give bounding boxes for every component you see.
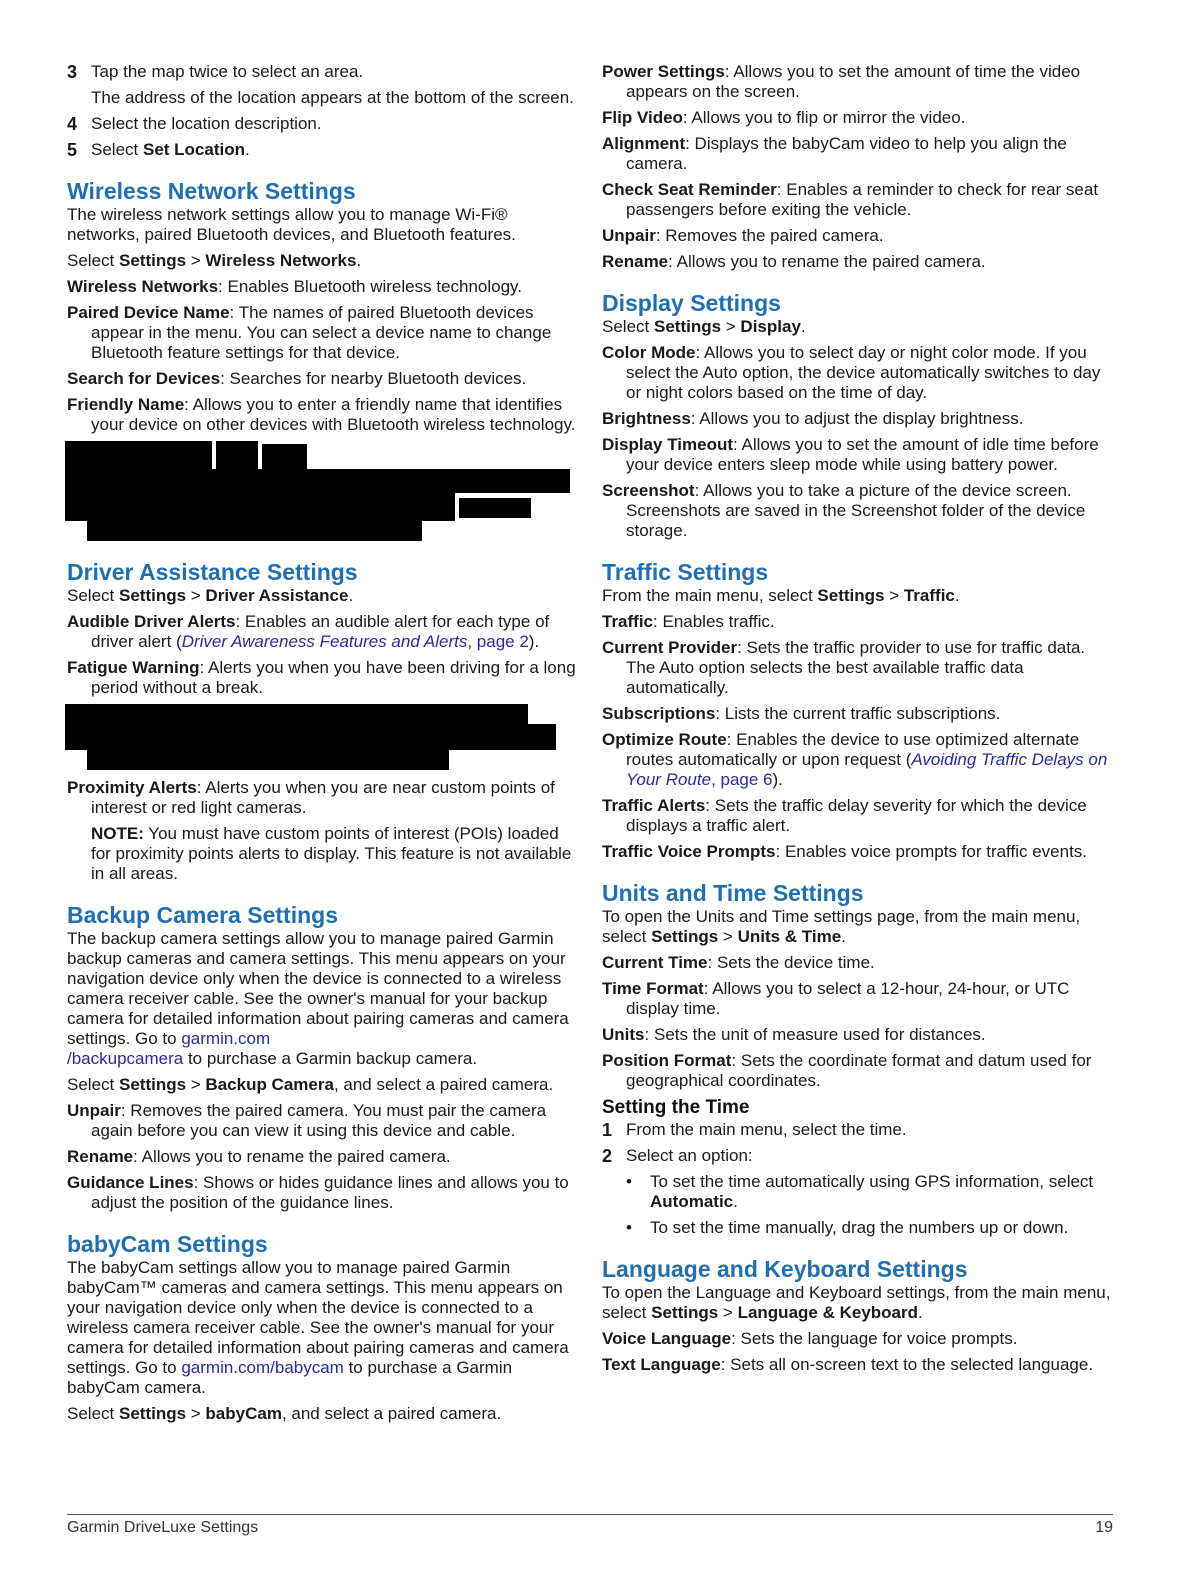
- time-step-2: 2 Select an option:: [602, 1146, 1116, 1166]
- definition-item: Power Settings: Allows you to set the amount of time the video appears on the screen.: [602, 62, 1081, 101]
- bullet-icon: •: [626, 1172, 632, 1191]
- bullet-icon: •: [626, 1218, 632, 1237]
- definition-item: Traffic: Enables traffic.: [602, 612, 775, 631]
- step-text: From the main menu, select the time.: [626, 1120, 907, 1139]
- step-result: The address of the location appears at the bottom of the screen.: [91, 88, 574, 107]
- definition-item: Current Provider: Sets the traffic provider to use for traffic data. The Auto option selects the best available traffic data automatically.: [602, 638, 1086, 697]
- definition-item: Traffic Alerts: Sets the traffic delay severity for which the device displays a traffic alert.: [602, 796, 1087, 835]
- right-column: [602, 62, 1116, 1381]
- time-step-1: 1 From the main menu, select the time.: [602, 1120, 1116, 1140]
- definition-item: Paired Device Name: The names of paired Bluetooth devices appear in the menu. You can select a device name to change Bluetooth feature settings for that device.: [67, 303, 552, 362]
- footer-title: Garmin DriveLuxe Settings: [67, 1519, 259, 1536]
- language-select-path: To open the Language and Keyboard settings, from the main menu, select Settings > Language & Keyboard.: [602, 1283, 1111, 1322]
- definition-item: Rename: Allows you to rename the paired camera.: [602, 252, 986, 271]
- definition-item: Unpair: Removes the paired camera. You must pair the camera again before you can view it using this device and cable.: [67, 1101, 547, 1140]
- display-select-path: Select Settings > Display.: [602, 317, 806, 336]
- definition-item: Subscriptions: Lists the current traffic subscriptions.: [602, 704, 1001, 723]
- definition-item: Wireless Networks: Enables Bluetooth wireless technology.: [67, 277, 523, 296]
- backup-intro: The backup camera settings allow you to manage paired Garmin backup cameras and camera settings. This menu appears on your navigation device only when the device is connected to a wireless camera receiver cable. See the owner's manual for your backup camera for detailed information about pairing cameras and camera settings. Go to garmin.com /backupcamera to purchase a Garmin backup camera.: [67, 929, 569, 1068]
- definition-item: Current Time: Sets the device time.: [602, 953, 875, 972]
- page-number: 19: [1095, 1519, 1113, 1536]
- step-3: 3 Tap the map twice to select an area. The address of the location appears at the bottom of the screen.: [67, 62, 579, 108]
- step-text: Select an option:: [626, 1146, 753, 1165]
- left-column: [67, 62, 579, 1430]
- heading-wireless-network-settings: Wireless Network Settings: [67, 178, 356, 204]
- units-select-path: To open the Units and Time settings page, from the main menu, select Settings > Units & Time.: [602, 907, 1081, 946]
- definition-item: Traffic Voice Prompts: Enables voice prompts for traffic events.: [602, 842, 1088, 861]
- babycam-link[interactable]: garmin.com/babycam: [181, 1358, 344, 1377]
- step-text: Select Set Location.: [91, 140, 250, 159]
- note: NOTE: You must have custom points of interest (POIs) loaded for proximity points alerts to display. This feature is not available in all areas.: [91, 824, 572, 883]
- page-reference-link[interactable]: , page 6: [711, 770, 773, 789]
- cross-reference-link[interactable]: Driver Awareness Features and Alerts: [181, 632, 468, 651]
- page-reference-link[interactable]: , page 2: [467, 632, 529, 651]
- heading-backup-camera-settings: Backup Camera Settings: [67, 902, 338, 928]
- redaction-block: [65, 704, 579, 770]
- subheading-setting-the-time: Setting the Time: [602, 1097, 750, 1118]
- definition-item: Fatigue Warning: Alerts you when you have been driving for a long period without a break.: [67, 658, 576, 697]
- definition-item: Search for Devices: Searches for nearby Bluetooth devices.: [67, 369, 527, 388]
- definition-item: Unpair: Removes the paired camera.: [602, 226, 884, 245]
- backup-select-path: Select Settings > Backup Camera, and select a paired camera.: [67, 1075, 554, 1094]
- heading-language-and-keyboard-settings: Language and Keyboard Settings: [602, 1256, 968, 1282]
- definition-item: Color Mode: Allows you to select day or night color mode. If you select the Auto option, the device automatically switches to day or night colors based on the time of day.: [602, 343, 1101, 402]
- heading-units-and-time-settings: Units and Time Settings: [602, 880, 864, 906]
- definition-item: Optimize Route: Enables the device to use optimized alternate routes automatically or upon request (Avoiding Traffic Delays on Your Route, page 6).: [602, 730, 1108, 789]
- definition-item: Proximity Alerts: Alerts you when you are near custom points of interest or red light cameras.: [67, 778, 555, 817]
- definition-item: Time Format: Allows you to select a 12-hour, 24-hour, or UTC display time.: [602, 979, 1070, 1018]
- step-text: Tap the map twice to select an area.: [91, 62, 364, 81]
- backupcamera-link[interactable]: /backupcamera: [67, 1049, 184, 1068]
- traffic-select-path: From the main menu, select Settings > Traffic.: [602, 586, 960, 605]
- wireless-intro: The wireless network settings allow you to manage Wi-Fi® networks, paired Bluetooth devices, and Bluetooth features.: [67, 205, 516, 244]
- definition-item: Guidance Lines: Shows or hides guidance lines and allows you to adjust the position of the guidance lines.: [67, 1173, 569, 1212]
- bullet-item: • To set the time manually, drag the numbers up or down.: [626, 1218, 1069, 1237]
- babycam-intro: The babyCam settings allow you to manage paired Garmin babyCam™ cameras and camera settings. This menu appears on your navigation device only when the device is connected to a wireless camera receiver cable. See the owner's manual for your camera for detailed information about pairing cameras and camera settings. Go to garmin.com/babycam to purchase a Garmin babyCam camera.: [67, 1258, 569, 1397]
- definition-item: Text Language: Sets all on-screen text to the selected language.: [602, 1355, 1094, 1374]
- step-text: Select the location description.: [91, 114, 322, 133]
- bullet-item: • To set the time automatically using GPS information, select Automatic.: [626, 1172, 1094, 1211]
- definition-item: Brightness: Allows you to adjust the display brightness.: [602, 409, 1024, 428]
- heading-driver-assistance-settings: Driver Assistance Settings: [67, 559, 358, 585]
- cross-reference-link[interactable]: Avoiding Traffic Delays on Your Route: [626, 750, 1108, 789]
- heading-traffic-settings: Traffic Settings: [602, 559, 769, 585]
- babycam-select-path: Select Settings > babyCam, and select a paired camera.: [67, 1404, 502, 1423]
- definition-item: Flip Video: Allows you to flip or mirror the video.: [602, 108, 966, 127]
- definition-item: Rename: Allows you to rename the paired camera.: [67, 1147, 451, 1166]
- definition-item: Display Timeout: Allows you to set the amount of idle time before your device enters sleep mode while using battery power.: [602, 435, 1099, 474]
- definition-item: Audible Driver Alerts: Enables an audible alert for each type of driver alert (Driver Awareness Features and Alerts, page 2).: [67, 612, 550, 651]
- footer-divider: [67, 1514, 1113, 1515]
- redaction-block: [65, 441, 579, 541]
- definition-item: Alignment: Displays the babyCam video to help you align the camera.: [602, 134, 1067, 173]
- definition-item: Check Seat Reminder: Enables a reminder to check for rear seat passengers before exiting the vehicle.: [602, 180, 1099, 219]
- definition-item: Position Format: Sets the coordinate format and datum used for geographical coordinates.: [602, 1051, 1092, 1090]
- garmin-link[interactable]: garmin.com: [181, 1029, 271, 1048]
- definition-item: Voice Language: Sets the language for voice prompts.: [602, 1329, 1018, 1348]
- definition-item: Units: Sets the unit of measure used for distances.: [602, 1025, 986, 1044]
- definition-item: Screenshot: Allows you to take a picture of the device screen. Screenshots are saved in the Screenshot folder of the device storage.: [602, 481, 1086, 540]
- definition-item: Friendly Name: Allows you to enter a friendly name that identifies your device on other devices with Bluetooth wireless technology.: [67, 395, 576, 434]
- step-4: 4 Select the location description.: [67, 114, 579, 134]
- heading-babycam-settings: babyCam Settings: [67, 1231, 268, 1257]
- wireless-select-path: Select Settings > Wireless Networks.: [67, 251, 362, 270]
- step-5: 5 Select Set Location.: [67, 140, 579, 160]
- heading-display-settings: Display Settings: [602, 290, 781, 316]
- driver-select-path: Select Settings > Driver Assistance.: [67, 586, 354, 605]
